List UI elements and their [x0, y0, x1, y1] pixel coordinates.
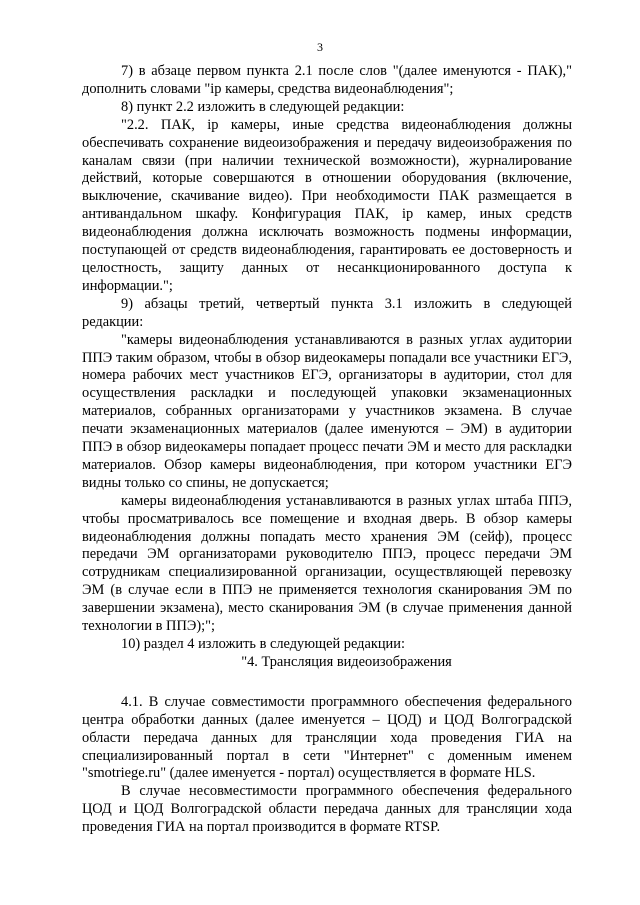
paragraph-item-8: 8) пункт 2.2 изложить в следующей редакции: — [121, 98, 405, 115]
document-body — [82, 63, 572, 837]
paragraph-cameras-auditorium: "камеры видеонаблюдения устанавливаются в разных углах аудитории ППЭ таким образом, чтобы в обзор видеокамеры попадали все участники ЕГЭ, номера рабочих мест участников ЕГЭ, организаторы в аудитории, стол для осуществления раскладки и последующей упаковки экзаменационных материалов, собранных организаторами у участников экзамена. В случае печати экзаменационных материалов (далее именуются – ЭМ) в аудитории ППЭ в обзор видеокамеры попадает процесс печати ЭМ и место для раскладки материалов. Обзор камеры видеонаблюдения, при котором участники ЕГЭ видны только со спины, не допускается; — [82, 331, 572, 491]
paragraph-rtsp: В случае несовместимости программного обеспечения федерального ЦОД и ЦОД Волгоградской области передача данных для трансляции хода проведения ГИА на портал производится в формате RTSP. — [82, 783, 572, 836]
paragraph-clause-4-1: 4.1. В случае совместимости программного обеспечения федерального центра обработки данных (далее именуется – ЦОД) и ЦОД Волгоградской области передача данных для трансляции хода проведения ГИА на специализированный портал в сети "Интернет" с доменным именем "smotriege.ru" (далее именуется - портал) осуществляется в формате HLS. — [82, 693, 572, 782]
paragraph-item-7: 7) в абзаце первом пункта 2.1 после слов "(далее именуются - ПАК)," дополнить словами "ip камеры, средства видеонаблюдения"; — [82, 63, 572, 97]
paragraph-cameras-headquarters: камеры видеонаблюдения устанавливаются в разных углах штаба ППЭ, чтобы просматривалось все помещение и входная дверь. В обзор камеры видеонаблюдения должны попадать место хранения ЭМ (сейф), процесс передачи ЭМ организаторами руководителю ППЭ, процесс передачи ЭМ сотрудникам специализированной организации, осуществляющей перевозку ЭМ (в случае если в ППЭ не применяется технология сканирования ЭМ по завершении экзамена), место сканирования ЭМ (в случае применения данной технологии в ППЭ);"; — [82, 492, 572, 635]
paragraph-item-10: 10) раздел 4 изложить в следующей редакции: — [121, 636, 405, 652]
paragraph-clause-2-2: "2.2. ПАК, ip камеры, иные средства видеонаблюдения должны обеспечивать сохранение видеоизображения и передачу видеоизображения по каналам связи (при наличии технической возможности), журналирование действий, которые совершаются в отношении оборудования (включение, выключение, скачивание видео). При необходимости ПАК размещается в антивандальном шкафу. Конфигурация ПАК, ip камер, иных средств видеонаблюдения должна исключать возможность подмены информации, поступающей от средств видеонаблюдения, гарантировать ее достоверность и целостность, защиту данных от несанкционированного доступа к информации."; — [82, 116, 572, 294]
page-number: 3 — [317, 40, 323, 54]
paragraph-item-9: 9) абзацы третий, четвертый пункта 3.1 изложить в следующей редакции: — [82, 295, 572, 330]
section-heading: "4. Трансляция видеоизображения — [241, 653, 452, 670]
